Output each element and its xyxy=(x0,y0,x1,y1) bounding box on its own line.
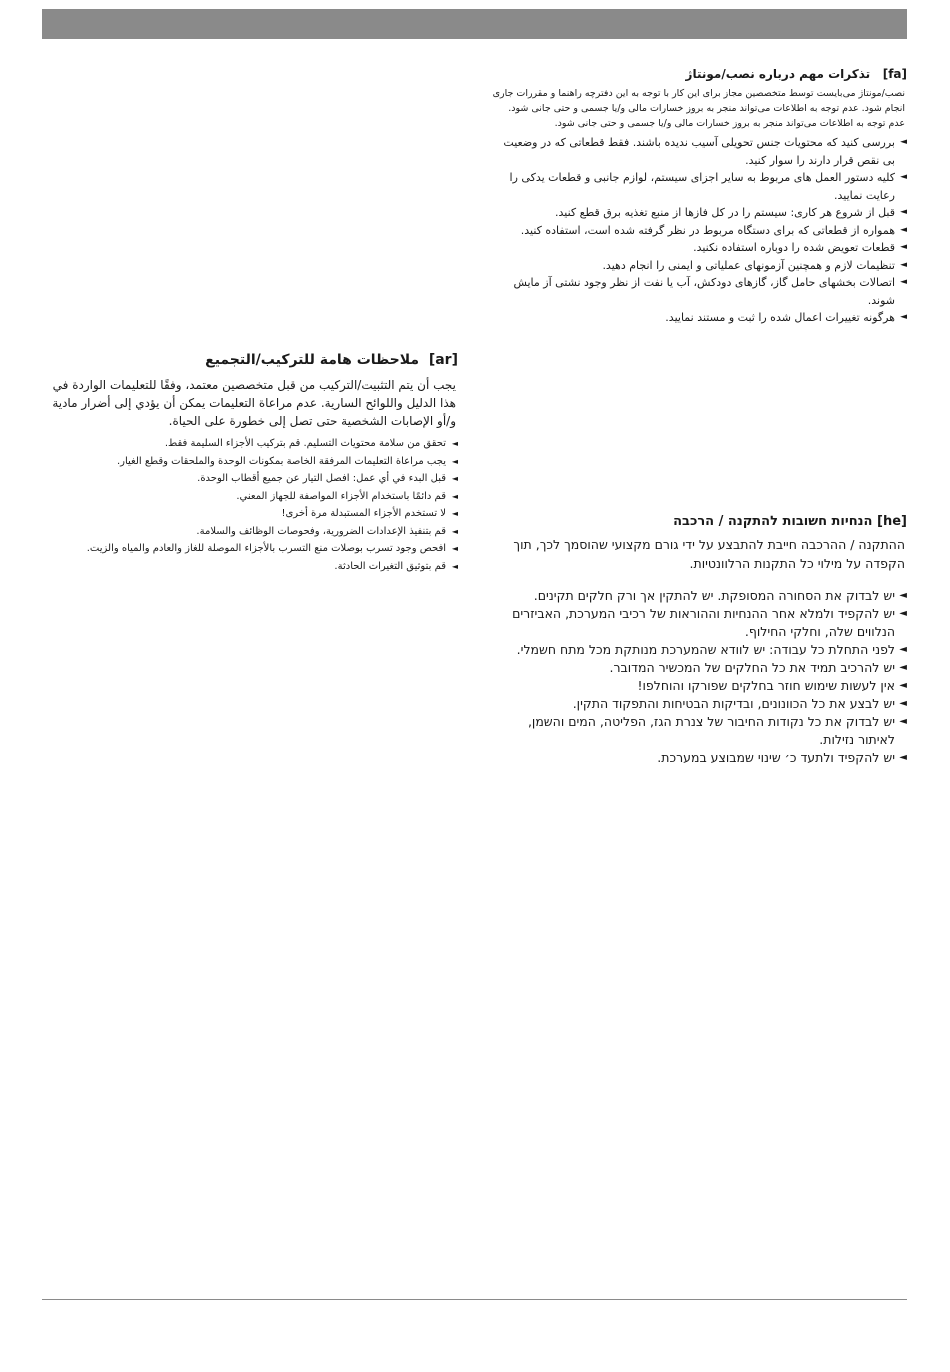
list-item: ◄ לפני התחלת כל עבודה: יש לוודא שהמערכת מנותקת מכל מתח חשמלי. xyxy=(490,641,907,659)
list-item: ◄ قبل از شروع هر کاری: سیستم را در کل فازها از منبع تغذیه برق قطع کنید. xyxy=(490,204,907,222)
header-bar xyxy=(42,9,907,39)
list-item: ◄ قم دائمًا باستخدام الأجزاء المواصفة للجهاز المعني. xyxy=(42,488,458,506)
list-item: ◄ اتصالات بخشهای حامل گاز، گازهای دودکش، آب یا نفت از نظر وجود نشتی آز مایش شوند. xyxy=(490,274,907,309)
section-title: ملاحظات هامة للتركيب/التجميع xyxy=(205,352,420,368)
instruction-list xyxy=(42,435,458,575)
footer-rule xyxy=(42,1299,907,1300)
list-item: ◄ افحص وجود تسرب بوصلات منع التسرب بالأجزاء الموصلة للغاز والعادم والمياه والزيت. xyxy=(42,540,458,558)
list-item: ◄ همواره از قطعاتی که برای دستگاه مربوط در نظر گرفته شده است، استفاده کنید. xyxy=(490,222,907,240)
list-item: ◄ هرگونه تغییرات اعمال شده را ثبت و مستند نمایید. xyxy=(490,309,907,327)
list-item: ◄ יש להרכיב תמיד את כל החלקים של המכשיר המדובר. xyxy=(490,659,907,677)
list-item: ◄ יש להקפיד ולתעד כ׳ שינוי שמבוצע במערכת. xyxy=(490,749,907,767)
list-item: ◄ تحقق من سلامة محتويات التسليم. قم بتركيب الأجزاء السليمة فقط. xyxy=(42,435,458,453)
section-intro: يجب أن يتم التثبيت/التركيب من قبل متخصصين معتمد، وفقًا للتعليمات الواردة في هذا الدليل واللوائح السارية. عدم مراعاة التعليمات يمكن أن يؤدي إلى أضرار مادية و/أو الإصابات الشخصية حتى تصل إلى خطورة على الحياة. xyxy=(52,378,456,428)
list-item: ◄ יש לבצע את כל הכוונונים, ובדיקות הבטיחות והתפקוד התקין. xyxy=(490,695,907,713)
list-item: ◄ قم بتنفيذ الإعدادات الضرورية، وفحوصات الوظائف والسلامة. xyxy=(42,523,458,541)
list-item: ◄ יש לבדוק את הסחורה המסופקת. יש להתקין אך ורק חלקים תקינים. xyxy=(490,587,907,605)
list-item: ◄ تنظیمات لازم و همچنین آزمونهای عملیاتی و ایمنی را انجام دهید. xyxy=(490,257,907,275)
list-item: ◄ יש לבדוק את כל נקודות החיבור של צנרת הגז, הפליטה, המים והשמן, לאיתור נזילות. xyxy=(490,713,907,749)
section-title: הנחיות חשובות להתקנה / הרכבה xyxy=(673,514,873,529)
instruction-list xyxy=(490,134,907,327)
list-item: ◄ قبل البدء في أي عمل: افصل التيار عن جميع أقطاب الوحدة. xyxy=(42,470,458,488)
section-title: تذکرات مهم درباره نصب/مونتاژ xyxy=(685,67,871,81)
language-tag: [he] xyxy=(877,514,907,529)
section-he-heading xyxy=(490,511,907,533)
list-item: ◄ יש להקפיד ולמלא אחר ההנחיות וההוראות של רכיבי המערכת, האביזרים הנלווים שלה, וחלקי החילוף. xyxy=(490,605,907,641)
section-ar xyxy=(42,348,458,575)
section-intro: ההתקנה / ההרכבה חייבת להתבצע על ידי גורם מקצועי שהוסמך לכך, תוך הקפדה על מילוי כל התקנות הרלוונטיות. xyxy=(513,537,905,571)
instruction-list xyxy=(490,587,907,767)
list-item: ◄ قم بتوثيق التغيرات الحادثة. xyxy=(42,558,458,576)
list-item: ◄ يجب مراعاة التعليمات المرفقة الخاصة بمكونات الوحدة والملحقات وقطع الغيار. xyxy=(42,453,458,471)
section-ar-heading xyxy=(42,348,458,372)
language-tag: [fa] xyxy=(882,67,907,81)
list-item: ◄ کلیه دستور العمل های مربوط به سایر اجزای سیستم، لوازم جانبی و قطعات یدکی را رعایت نمایید. xyxy=(490,169,907,204)
section-fa-heading xyxy=(490,64,907,84)
language-tag: [ar] xyxy=(428,352,458,368)
section-fa xyxy=(490,64,907,327)
list-item: ◄ אין לעשות שימוש חוזר בחלקים שפורקו והוחלפו! xyxy=(490,677,907,695)
section-he xyxy=(490,511,907,767)
section-intro: نصب/مونتاژ می‌بایست توسط متخصصین مجاز برای این کار با توجه به این دفترچه راهنما و مقررات جاری انجام شود. عدم توجه به اطلاعات می‌تواند منجر به بروز خسارات مالی و/یا جسمی و حتی جانی شود. عدم توجه به اطلاعات می‌تواند منجر به بروز خسارات مالی و/یا جسمی و حتی جانی شود. xyxy=(492,88,905,129)
list-item: ◄ بررسی کنید که محتویات جنس تحویلی آسیب ندیده باشند. فقط قطعاتی که در وضعیت بی نقص قرار دارند را سوار کنید. xyxy=(490,134,907,169)
list-item: ◄ قطعات تعویض شده را دوباره استفاده نکنید. xyxy=(490,239,907,257)
list-item: ◄ لا تستخدم الأجزاء المستبدلة مرة أخرى! xyxy=(42,505,458,523)
